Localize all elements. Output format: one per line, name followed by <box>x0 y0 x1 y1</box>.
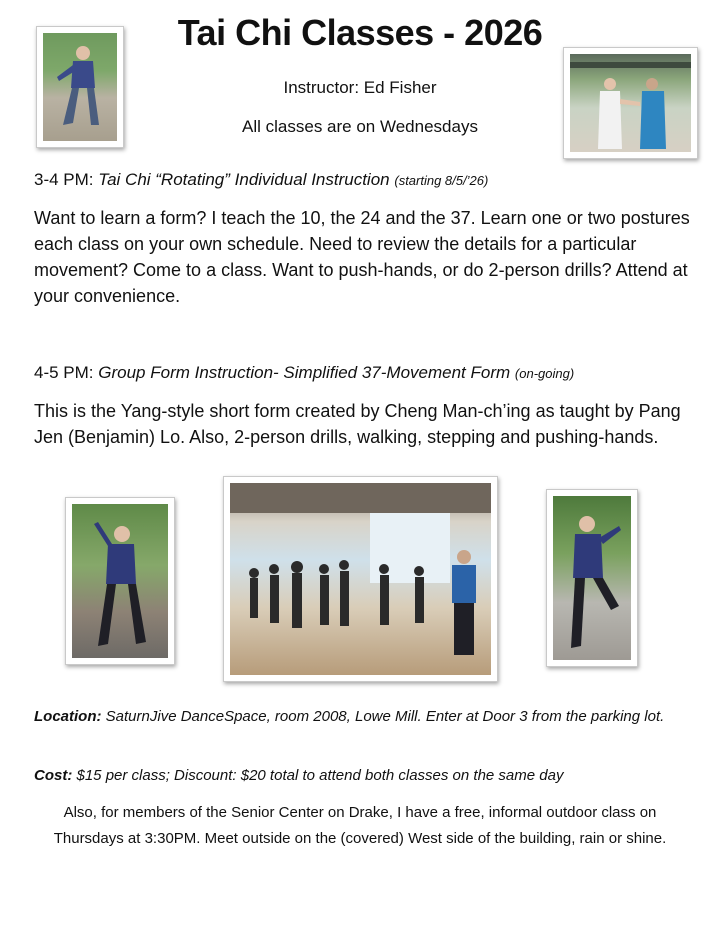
class1-heading <box>34 170 488 190</box>
class2-heading <box>34 363 574 383</box>
class2-time: 4-5 PM: <box>34 363 94 382</box>
senior-center-note: Also, for members of the Senior Center on Drake, I have a free, informal outdoor class on Thursdays at 3:30PM. Meet outside on the (covered) West side of the building, rain or shine. <box>53 804 667 847</box>
class2-note: (on-going) <box>514 366 575 381</box>
class1-note: (starting 8/5/’26) <box>394 173 489 188</box>
group-class-photo <box>223 476 498 682</box>
person-figure-icon <box>43 33 117 141</box>
instructor-line: Instructor: Ed Fisher <box>283 78 437 97</box>
instructor-photo-right <box>546 489 638 667</box>
instructor-photo-topleft <box>36 26 124 148</box>
two-people-figure-icon <box>570 54 691 152</box>
cost-text: $15 per class; Discount: $20 total to attend both classes on the same day <box>72 767 564 784</box>
page-title: Tai Chi Classes - 2026 <box>177 12 543 53</box>
person-figure-icon <box>553 496 631 660</box>
location-label: Location: <box>34 708 102 725</box>
group-figures-icon <box>230 483 491 675</box>
location-text: SaturnJive DanceSpace, room 2008, Lowe Mill. Enter at Door 3 from the parking lot. <box>101 708 665 725</box>
cost-label: Cost: <box>34 767 73 784</box>
class1-name: Tai Chi “Rotating” Individual Instruction <box>98 170 390 189</box>
push-hands-photo <box>563 47 698 159</box>
class2-description: This is the Yang-style short form created by Cheng Man-ch’ing as taught by Pang Jen (Benjamin) Lo. Also, 2-person drills, walking, stepping and pushing-hands. <box>34 401 681 447</box>
person-figure-icon <box>72 504 168 658</box>
cost-info <box>34 763 694 789</box>
class1-description: Want to learn a form? I teach the 10, the 24 and the 37. Learn one or two postures each class on your own schedule. Need to review the details for a particular movement? Come to a class. Want to push-hands, or do 2-person drills? Attend at your convenience. <box>34 208 690 306</box>
instructor-photo-left <box>65 497 175 665</box>
class1-time: 3-4 PM: <box>34 170 94 189</box>
schedule-line: All classes are on Wednesdays <box>242 117 478 136</box>
class2-name: Group Form Instruction- Simplified 37-Movement Form <box>98 363 511 382</box>
location-info <box>34 704 694 730</box>
